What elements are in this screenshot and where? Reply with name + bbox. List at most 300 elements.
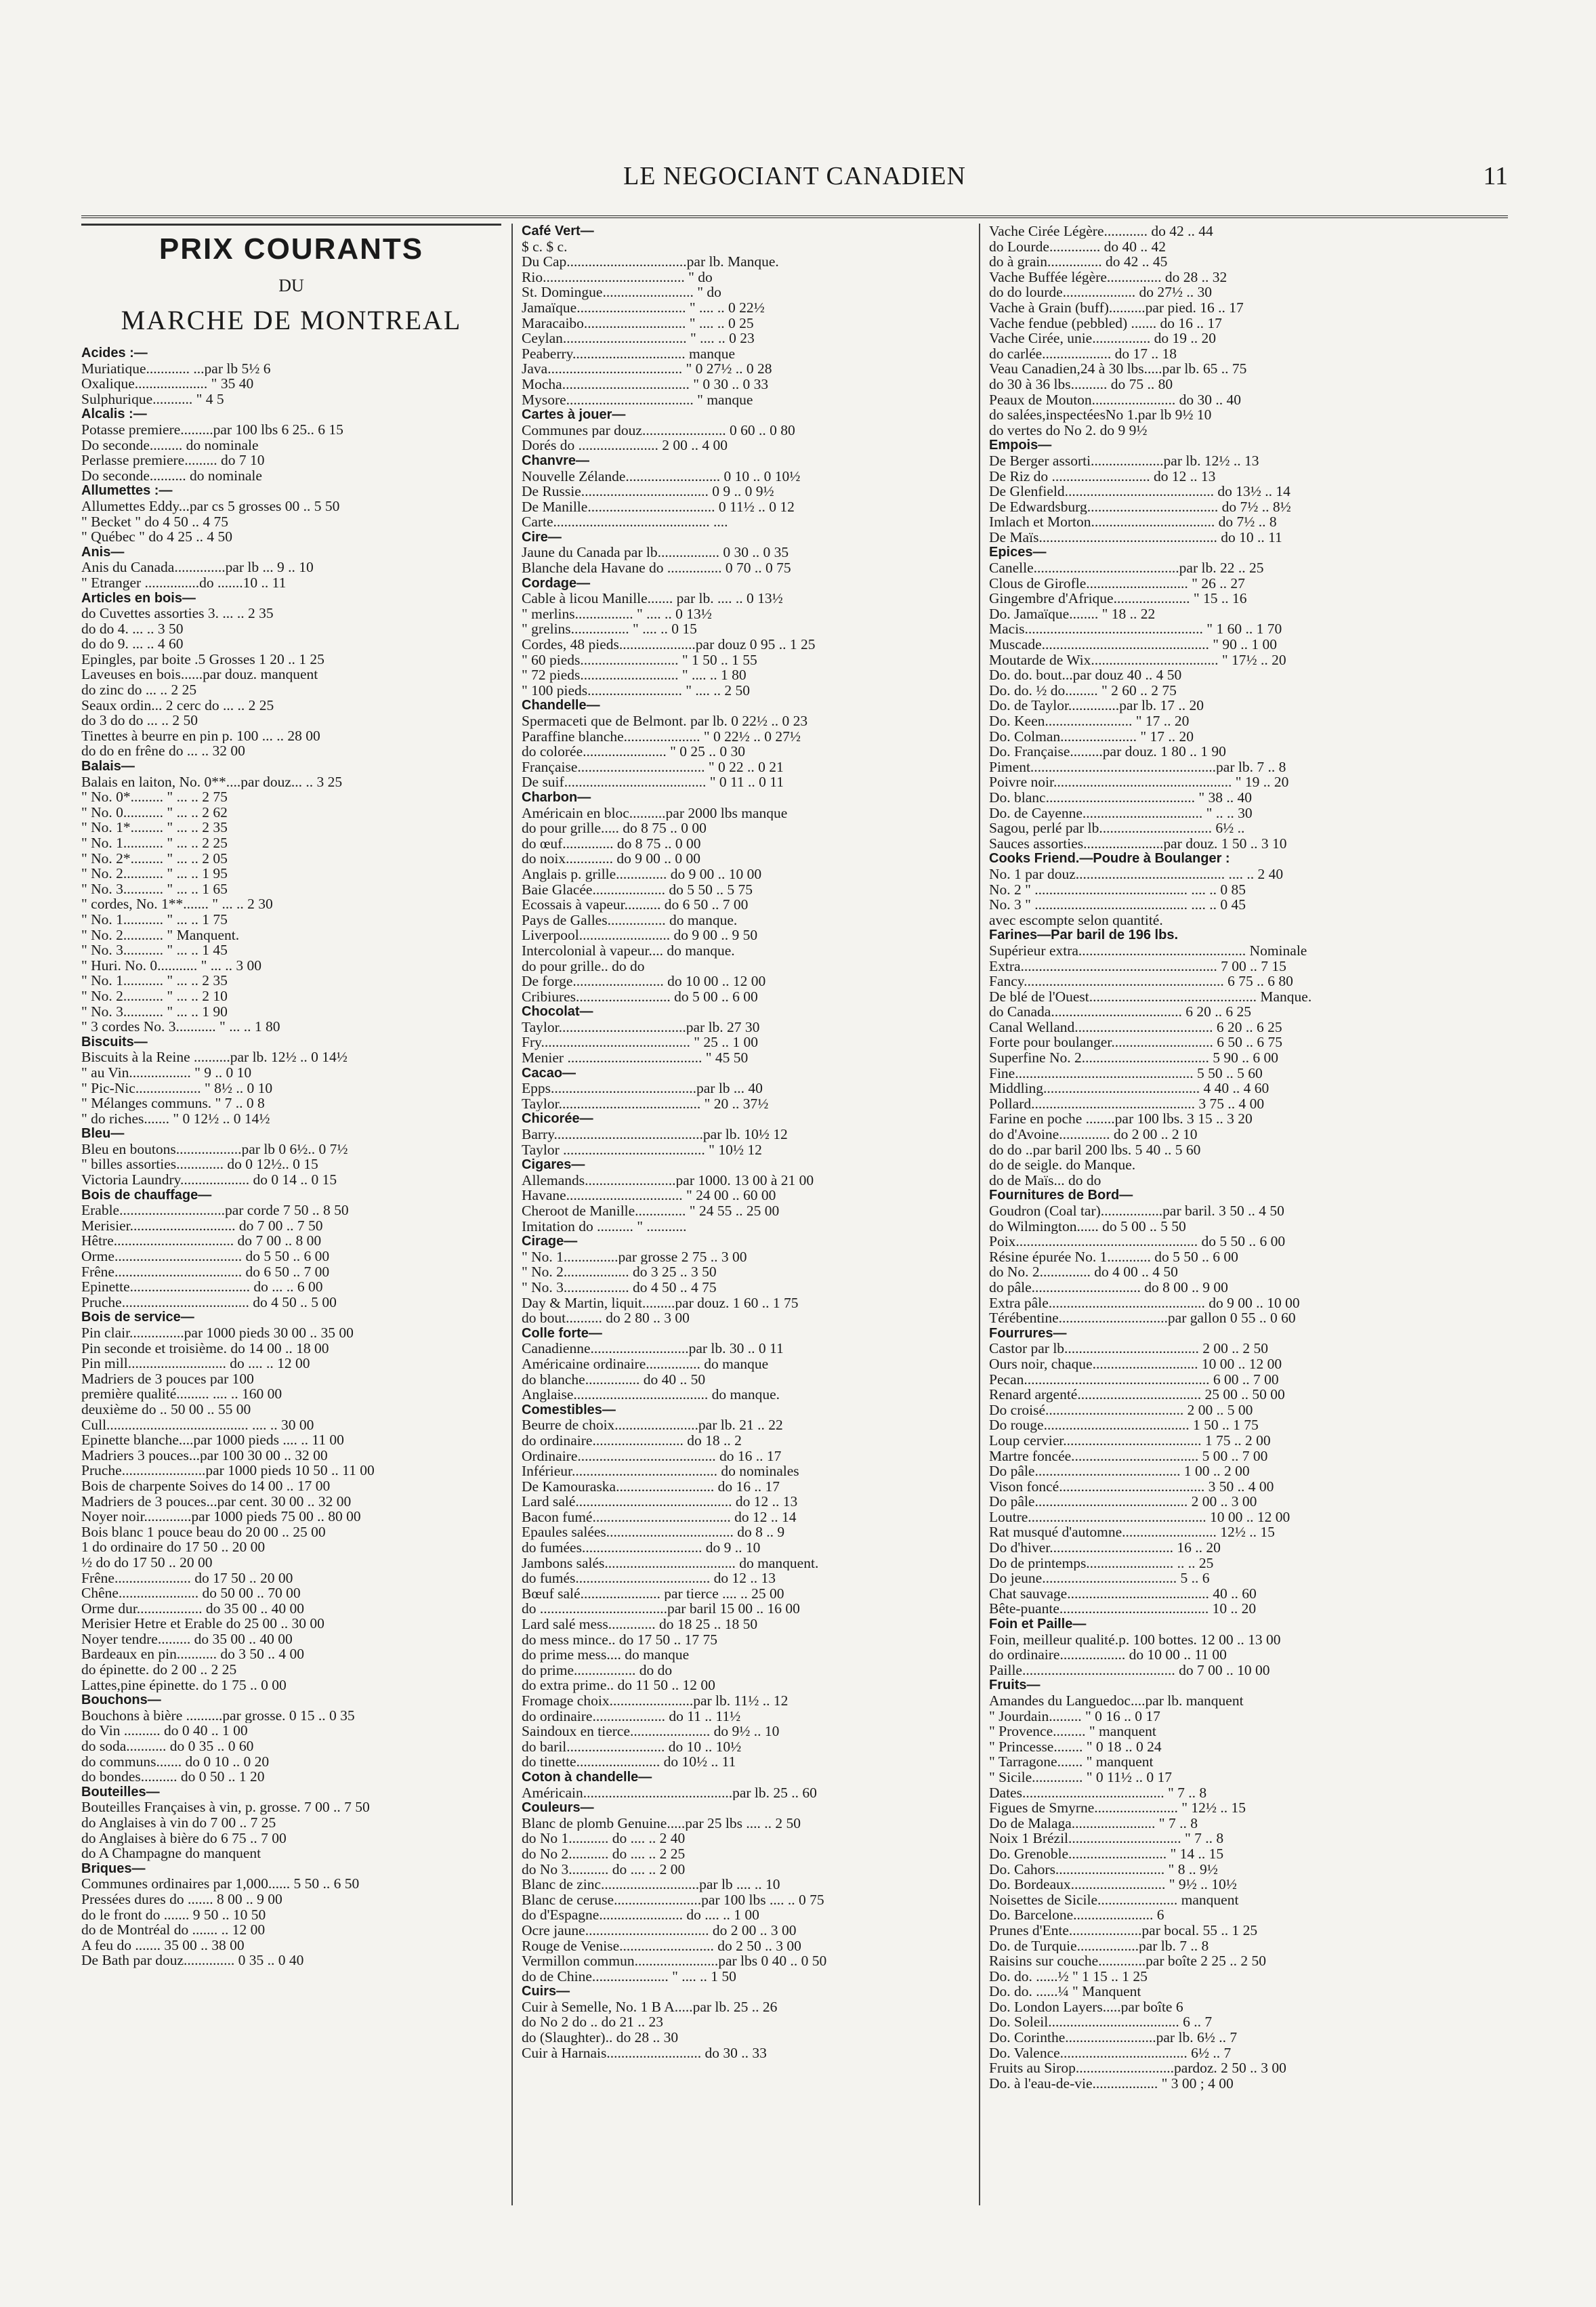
price-line: Figues de Smyrne....................... " 12½ .. 15 [989,1800,1246,1816]
price-line: do prime................. do do [522,1662,673,1678]
price-line: Ceylan.................................. " .... .. 0 23 [522,331,755,346]
price-line: Communes par douz....................... 0 60 .. 0 80 [522,422,795,438]
price-line: Américaine ordinaire............... do manque [522,1356,769,1372]
price-line: Bleu en boutons..................par lb 0 6½.. 0 7½ [81,1141,348,1157]
section-heading: Fournitures de Bord— [989,1188,1133,1203]
price-line: A feu do ....... 35 00 .. 38 00 [81,1937,245,1953]
price-line: Havane................................ " 24 00 .. 60 00 [522,1188,776,1203]
masthead-du: DU [278,276,304,295]
price-line: Moutarde de Wix................................... " 17½ .. 20 [989,652,1286,668]
price-line: Intercolonial à vapeur.... do manque. [522,942,735,959]
price-line: Prunes d'Ente....................par bocal. 55 .. 1 25 [989,1922,1258,1938]
masthead-subtitle: MARCHE DE MONTREAL [121,305,462,335]
price-line: " No. 0*......... " ... .. 2 75 [81,789,228,805]
price-line: " No. 1*......... " ... .. 2 35 [81,820,228,835]
price-line: Vison foncé........................................ 3 50 .. 4 00 [989,1478,1274,1495]
price-line: Frêne..................... do 17 50 .. 20 00 [81,1570,293,1586]
price-line: Erable.............................par corde 7 50 .. 8 50 [81,1203,349,1218]
price-line: Merisier............................. do 7 00 .. 7 50 [81,1218,323,1234]
price-line: do Vin .......... do 0 40 .. 1 00 [81,1723,248,1739]
section-heading: Cartes à jouer— [522,407,626,423]
price-line: Madriers 3 pouces...par 100 30 00 .. 32 00 [81,1447,328,1463]
section-heading: Chandelle— [522,698,600,713]
price-line: do d'Espagne....................... do .... .. 1 00 [522,1907,759,1923]
price-line: " No. 0........... " ... .. 2 62 [81,804,228,820]
price-line: 1 do ordinaire do 17 50 .. 20 00 [81,1539,266,1555]
price-line: Bois blanc 1 pouce beau do 20 00 .. 25 00 [81,1524,326,1540]
price-line: Carte........................................... .... [522,514,728,530]
price-line: do mess mince.. do 17 50 .. 17 75 [522,1631,718,1648]
price-line: Vermillon commun.......................par lbs 0 40 .. 0 50 [522,1953,827,1969]
price-line: Pruche.......................par 1000 pieds 10 50 .. 11 00 [81,1463,375,1478]
price-line: Loutre................................................. 10 00 .. 12 00 [989,1509,1290,1525]
price-line: Ecossais à vapeur.......... do 6 50 .. 7 00 [522,897,749,913]
price-line: " Mélanges communs. " 7 .. 0 8 [81,1096,265,1111]
price-line: do extra prime.. do 11 50 .. 12 00 [522,1678,715,1693]
price-line: " Sicile.............. " 0 11½ .. 0 17 [989,1769,1172,1785]
price-line: Américain.........................................par lb. 25 .. 60 [522,1785,817,1801]
price-line: Epinette blanche....par 1000 pieds .... .. 11 00 [81,1432,344,1448]
price-line: do le front do ....... 9 50 .. 10 50 [81,1907,266,1923]
price-line: Orme................................... do 5 50 .. 6 00 [81,1249,330,1264]
price-line: do noix............. do 9 00 .. 0 00 [522,851,700,867]
price-line: première qualité......... .... .. 160 00 [81,1386,282,1402]
price-line: Cuir à Semelle, No. 1 B A.....par lb. 25 .. 26 [522,1999,778,2015]
price-line: Amandes du Languedoc....par lb. manquent [989,1693,1244,1709]
price-line: Castor par lb..................................... 2 00 .. 2 50 [989,1341,1269,1356]
section-heading: Bois de chauffage— [81,1187,212,1203]
price-line: Loup cervier...................................... 1 75 .. 2 00 [989,1432,1271,1449]
page-header [81,161,1508,202]
price-line: deuxième do .. 50 00 .. 55 00 [81,1401,251,1417]
price-line: Day & Martin, liquit.........par douz. 1 60 .. 1 75 [522,1295,799,1311]
price-line: " 3 cordes No. 3........... " ... .. 1 80 [81,1019,280,1035]
price-line: De Edwardsburg.................................... do 7½ .. 8½ [989,499,1291,515]
price-line: " Pic-Nic.................. " 8½ .. 0 10 [81,1080,273,1096]
section-heading: Anis— [81,544,125,560]
price-line: Spermaceti que de Belmont. par lb. 0 22½ .. 0 23 [522,713,808,729]
price-line: " No. 2........... " ... .. 2 10 [81,988,228,1004]
price-column-2 [522,224,969,2205]
price-line: Chêne...................... do 50 00 .. 70 00 [81,1585,301,1601]
price-line: do épinette. do 2 00 .. 2 25 [81,1662,237,1678]
price-line: Peaux de Mouton....................... do 30 .. 40 [989,392,1242,408]
page-number: 11 [1483,162,1508,190]
price-line: " Tarragone....... " manquent [989,1754,1154,1770]
price-line: Martre foncée................................... 5 00 .. 7 00 [989,1448,1268,1464]
price-line: Imlach et Morton.................................. do 7½ .. 8 [989,514,1277,530]
price-line: " cordes, No. 1**....... " ... .. 2 30 [81,896,273,912]
section-heading: Cire— [522,529,562,545]
price-line: do soda........... do 0 35 .. 0 60 [81,1739,254,1754]
price-line: do d'Avoine.............. do 2 00 .. 2 10 [989,1127,1198,1142]
price-line: " No. 2*......... " ... .. 2 05 [81,850,228,867]
price-line: Do. Colman..................... " 17 .. 20 [989,728,1194,745]
price-line: Taylor ....................................... " 10½ 12 [522,1142,762,1158]
price-line: De Maïs................................................. do 10 .. 11 [989,529,1282,545]
price-line: Cull....................................... .... .. 30 00 [81,1417,314,1433]
price-line: " No. 1...............par grosse 2 75 .. 3 00 [522,1249,747,1265]
price-line: do de Montréal do ....... .. 12 00 [81,1922,266,1938]
price-line: do ...................................par baril 15 00 .. 16 00 [522,1601,800,1617]
price-line: do de Maïs... do do [989,1172,1101,1188]
price-line: Clous de Girofle............................ " 26 .. 27 [989,575,1245,591]
price-line: do colorée....................... " 0 25 .. 0 30 [522,744,746,760]
price-line: Do. Jamaïque........ " 18 .. 22 [989,606,1156,622]
price-line: Tinettes à beurre en pin p. 100 ... .. 28 00 [81,728,320,744]
price-line: Gingembre d'Afrique..................... " 15 .. 16 [989,591,1247,606]
price-line: Résine épurée No. 1............ do 5 50 .. 6 00 [989,1249,1238,1265]
price-line: Supérieur extra.............................................. Nominale [989,942,1307,959]
price-line: Lattes,pine épinette. do 1 75 .. 0 00 [81,1677,287,1693]
price-line: Epingles, par boite .5 Grosses 1 20 .. 1 25 [81,651,324,667]
price-line: Poix.................................................. do 5 50 .. 6 00 [989,1234,1286,1249]
price-line: Bois de charpente Soives do 14 00 .. 17 00 [81,1478,331,1494]
price-line: Rat musqué d'automne.......................... 12½ .. 15 [989,1524,1275,1541]
price-line: Beurre de choix.......................par lb. 21 .. 22 [522,1417,783,1433]
section-heading: Chanvre— [522,453,590,468]
section-heading: Empois— [989,438,1052,453]
section-heading: Farines—Par baril de 196 lbs. [989,928,1179,943]
price-line: Do. Valence................................... 6½ .. 7 [989,2045,1232,2061]
price-line: Canadienne...........................par lb. 30 .. 0 11 [522,1341,784,1356]
section-heading: Biscuits— [81,1034,148,1049]
price-line: Do pâle.......................................... 2 00 .. 3 00 [989,1494,1257,1510]
section-heading: Bois de service— [81,1310,194,1325]
price-line: do 3 do do ... .. 2 50 [81,713,198,728]
price-line: do communs....... do 0 10 .. 0 20 [81,1753,270,1770]
price-line: Sulphurique........... " 4 5 [81,391,224,407]
price-line: Java..................................... " 0 27½ .. 0 28 [522,361,772,377]
price-line: Cribiures.......................... do 5 00 .. 6 00 [522,989,758,1005]
price-line: De blé de l'Ouest.............................................. Manque. [989,989,1312,1005]
price-line: Do de printemps........................ .. .. 25 [989,1555,1214,1571]
price-line: " No. 1........... " ... .. 2 25 [81,835,228,851]
price-line: Madriers de 3 pouces par 100 [81,1371,254,1387]
price-line: do (Slaughter).. do 28 .. 30 [522,2030,679,2045]
price-line: Goudron (Coal tar).................par baril. 3 50 .. 4 50 [989,1203,1284,1219]
price-line: Dorés do ...................... 2 00 .. 4 00 [522,438,728,453]
price-line: " au Vin................. " 9 .. 0 10 [81,1064,252,1081]
price-line: No. 2 " .......................................... .... .. 0 85 [989,881,1246,898]
price-line: Vache Cirée Légère............ do 42 .. 44 [989,224,1213,239]
price-line: Imitation do .......... " ........... [522,1218,687,1234]
price-line: Anglais p. grille.............. do 9 00 .. 10 00 [522,866,762,882]
masthead [81,232,501,336]
price-line: do No 1........... do .... .. 2 40 [522,1831,686,1846]
price-line: Veau Canadien,24 à 30 lbs.....par lb. 65 .. 75 [989,361,1247,377]
price-line: Jambons salés.................................... do manquent. [522,1555,819,1571]
section-heading: Fourrures— [989,1325,1067,1341]
price-line: Nouvelle Zélande.......................... 0 10 .. 0 10½ [522,468,801,484]
price-line: " Becket " do 4 50 .. 4 75 [81,514,228,530]
price-line: Vache Buffée légère............... do 28 .. 32 [989,269,1227,285]
price-line: do de seigle. do Manque. [989,1157,1136,1173]
price-line: Noyer noir.............par 1000 pieds 75 00 .. 80 00 [81,1509,361,1524]
price-line: Extra pâle........................................... do 9 00 .. 10 00 [989,1295,1300,1311]
price-line: " do riches....... " 0 12½ .. 0 14½ [81,1110,270,1127]
section-heading: Briques— [81,1861,146,1876]
price-line: do baril........................... do 10 .. 10½ [522,1739,742,1755]
price-line: do vertes do No 2. do 9 9½ [989,422,1148,438]
price-line: Pressées dures do ....... 8 00 .. 9 00 [81,1891,282,1907]
price-line: do Canada.................................... 6 20 .. 6 25 [989,1004,1251,1020]
price-line: Do seconde......... do nominale [81,437,259,453]
price-line: Bouteilles Françaises à vin, p. grosse. 7 00 .. 7 50 [81,1800,370,1815]
section-heading: Comestibles— [522,1402,616,1417]
price-line: Lard salé........................................... do 12 .. 13 [522,1494,798,1510]
price-line: Farine en poche ........par 100 lbs. 3 15 .. 3 20 [989,1111,1253,1127]
section-heading: Cuirs— [522,1984,570,1999]
price-line: Do croisé...................................... 2 00 .. 5 00 [989,1402,1253,1418]
price-line: do prime mess.... do manque [522,1647,690,1663]
price-line: Do. à l'eau-de-vie.................. " 3 00 ; 4 00 [989,2075,1234,2092]
price-line: Do. de Taylor..............par lb. 17 .. 20 [989,698,1204,713]
price-line: Fancy....................................................... 6 75 .. 6 80 [989,974,1293,989]
price-line: Pin mill........................... do .... .. 12 00 [81,1356,310,1371]
section-heading: Bouchons— [81,1692,161,1708]
price-line: " Princesse........ " 0 18 .. 0 24 [989,1739,1162,1755]
price-line: do blanche............... do 40 .. 50 [522,1371,706,1388]
price-line: Maracaibo............................ " .... .. 0 25 [522,315,754,331]
price-line: avec escompte selon quantité. [989,912,1163,928]
price-line: Menier ..................................... " 45 50 [522,1050,749,1066]
section-heading: Chicorée— [522,1111,593,1127]
price-line: do de Chine..................... " .... .. 1 50 [522,1968,736,1984]
price-line: Frêne................................... do 6 50 .. 7 00 [81,1264,330,1280]
price-line: ½ do do 17 50 .. 20 00 [81,1554,213,1571]
price-line: Do. do. ½ do......... " 2 60 .. 2 75 [989,682,1177,699]
price-line: Fine................................................. 5 50 .. 5 60 [989,1065,1263,1081]
price-line: Sagou, perlé par lb............................... 6½ .. [989,820,1245,836]
price-line: do Lourde.............. do 40 .. 42 [989,238,1166,255]
section-heading: Articles en bois— [81,590,196,606]
price-line: Do. do. ......½ " 1 15 .. 1 25 [989,1968,1148,1984]
price-line: Vache Cirée, unie................ do 19 .. 20 [989,331,1216,346]
price-line: Paille.......................................... do 7 00 .. 10 00 [989,1662,1270,1678]
section-heading: Cordage— [522,575,591,591]
price-line: Ocre jaune.................................. do 2 00 .. 3 00 [522,1922,797,1938]
price-line: Allemands.........................par 1000. 13 00 à 21 00 [522,1172,814,1188]
price-line: Pin seconde et troisième. do 14 00 .. 18 00 [81,1340,329,1356]
price-line: Communes ordinaires par 1,000...... 5 50 .. 6 50 [81,1876,360,1892]
price-line: Renard argenté.................................. 25 00 .. 50 00 [989,1387,1285,1402]
price-line: Do. Barcelone...................... 6 [989,1907,1164,1923]
price-line: " grelins................ " .... .. 0 15 [522,621,697,638]
price-line: " Etranger ...............do .......10 .. 11 [81,575,287,591]
price-line: Do. Française.........par douz. 1 80 .. 1 90 [989,744,1226,760]
price-line: do zinc do ... .. 2 25 [81,682,197,698]
price-line: Muscade.............................................. " 90 .. 1 00 [989,637,1278,652]
price-line: Blanc de plomb Genuine.....par 25 lbs .... .. 2 50 [522,1815,801,1831]
section-heading: Fruits— [989,1678,1041,1693]
price-line: do do lourde.................... do 27½ .. 30 [989,285,1213,300]
price-line: Epinette................................. do ... .. 6 00 [81,1279,323,1295]
price-line: Pecan................................................... 6 00 .. 7 00 [989,1371,1279,1388]
price-line: Raisins sur couche.............par boîte 2 25 .. 2 50 [989,1953,1267,1969]
price-line: Vache à Grain (buff)..........par pied. 16 .. 17 [989,299,1244,316]
price-line: No. 1 par douz......................................... .... .. 2 40 [989,866,1284,882]
price-line: Cheroot de Manille.............. " 24 55 .. 25 00 [522,1203,780,1219]
price-line: do salées,inspectéesNo 1.par lb 9½ 10 [989,407,1212,423]
price-line: Do. Cahors.............................. " 8 .. 9½ [989,1861,1218,1877]
price-line: Du Cap.................................par lb. Manque. [522,254,779,270]
price-line: Cuir à Harnais.......................... do 30 .. 33 [522,2045,767,2061]
price-line: do do ..par baril 200 lbs. 5 40 .. 5 60 [989,1142,1201,1158]
price-line: Noyer tendre......... do 35 00 .. 40 00 [81,1631,293,1647]
price-line: Pays de Galles................ do manque. [522,912,738,928]
price-line: Bouchons à bière ..........par grosse. 0 15 .. 0 35 [81,1707,355,1724]
price-line: Do. London Layers.....par boîte 6 [989,1999,1183,2015]
price-line: Barry.........................................par lb. 10½ 12 [522,1127,788,1142]
price-line: Do. Grenoble........................... " 14 .. 15 [989,1846,1224,1862]
price-line: do bondes.......... do 0 50 .. 1 20 [81,1769,265,1785]
price-line: Do. Keen........................ " 17 .. 20 [989,713,1190,729]
price-line: " Québec " do 4 25 .. 4 50 [81,529,232,545]
section-heading: Cooks Friend.—Poudre à Boulanger : [989,851,1230,867]
price-line: Do. de Turquie.................par lb. 7 .. 8 [989,1938,1209,1954]
price-line: Jaune du Canada par lb................. 0 30 .. 0 35 [522,545,789,561]
price-line: " No. 3........... " ... .. 1 45 [81,942,228,958]
price-line: Pruche................................... do 4 50 .. 5 00 [81,1294,337,1310]
price-line: Muriatique............ ...par lb 5½ 6 [81,360,271,377]
price-line: " No. 2........... " Manquent. [81,927,240,943]
column-divider [979,224,980,2205]
price-line: Cable à licou Manille....... par lb. .... .. 0 13½ [522,591,783,606]
section-heading: Acides :— [81,346,148,360]
section-heading: Alcalis :— [81,407,147,422]
price-column-1 [81,224,501,2205]
price-line: Peaberry............................... manque [522,346,736,362]
section-heading: Chocolat— [522,1004,593,1020]
price-line: do à grain............... do 42 .. 45 [989,254,1168,270]
section-heading: Colle forte— [522,1325,602,1341]
price-line: Do d'hiver.................................. 16 .. 20 [989,1540,1221,1556]
price-line: Do jeune..................................... 5 .. 6 [989,1571,1210,1586]
price-line: De Riz do ........................... do 12 .. 13 [989,468,1216,484]
price-line: " 72 pieds........................... " .... .. 1 80 [522,667,747,683]
column-top-rule [81,224,501,226]
price-line: Seaux ordin... 2 cerc do ... .. 2 25 [81,697,274,713]
price-line: Anis du Canada..............par lb ... 9 .. 10 [81,560,314,575]
section-heading: Foin et Paille— [989,1617,1087,1632]
price-line: " merlins................ " .... .. 0 13½ [522,606,712,622]
price-line: Sauces assorties......................par douz. 1 50 .. 3 10 [989,835,1287,852]
price-line: De Berger assorti....................par lb. 12½ .. 13 [989,453,1259,469]
price-line: Bardeaux en pin........... do 3 50 .. 4 00 [81,1646,305,1663]
price-line: Mocha................................... " 0 30 .. 0 33 [522,376,769,392]
price-list [81,346,501,1968]
price-line: " Huri. No. 0........... " ... .. 3 00 [81,957,261,974]
price-line: do pour grille.. do do [522,958,645,974]
price-line: Laveuses en bois......par douz. manquent [81,667,318,683]
price-line: Macis................................................. " 1 60 .. 1 70 [989,621,1282,638]
price-line: " No. 3........... " ... .. 1 90 [81,1003,228,1020]
price-line: do Wilmington...... do 5 00 .. 5 50 [989,1218,1186,1234]
price-line: Do. blanc......................................... " 38 .. 40 [989,789,1252,806]
price-line: Superfine No. 2................................... 5 90 .. 6 00 [989,1050,1278,1066]
price-line: Fry......................................... " 25 .. 1 00 [522,1035,758,1051]
price-line: Blanche dela Havane do ............... 0 70 .. 0 75 [522,560,791,576]
price-line: Poivre noir................................................. " 19 .. 20 [989,774,1289,790]
price-line: Noisettes de Sicile...................... manquent [989,1892,1239,1908]
section-heading: Cirage— [522,1234,578,1249]
section-heading: Epices— [989,545,1047,560]
price-line: Vache fendue (pebbled) ....... do 16 .. 17 [989,315,1222,331]
price-line: Jamaïque.............................. " .... .. 0 22½ [522,299,765,316]
price-line: Canelle........................................par lb. 22 .. 25 [989,560,1264,576]
price-line: Chat sauvage....................................... 40 .. 60 [989,1585,1257,1602]
section-heading: Charbon— [522,789,591,805]
price-line: De Glenfield......................................... do 13½ .. 14 [989,484,1290,499]
price-line: do Anglaises à bière do 6 75 .. 7 00 [81,1830,287,1846]
price-line: do Cuvettes assorties 3. ... .. 2 35 [81,606,274,621]
price-line: De Russie................................... 0 9 .. 0 9½ [522,484,774,499]
section-heading: Bleu— [81,1126,125,1142]
price-line: Do. do. bout...par douz 40 .. 4 50 [989,667,1182,683]
price-line: do do en frêne do ... .. 32 00 [81,743,245,760]
price-line: do No. 2.............. do 4 00 .. 4 50 [989,1264,1178,1280]
price-line: Blanc de zinc...........................par lb .... .. 10 [522,1877,780,1892]
section-heading: Cigares— [522,1157,585,1173]
price-line: " 60 pieds........................... " 1 50 .. 1 55 [522,652,757,668]
price-line: Merisier Hetre et Erable do 25 00 .. 30 00 [81,1616,324,1631]
price-line: do bout.......... do 2 80 .. 3 00 [522,1310,690,1326]
price-line: " 100 pieds.......................... " .... .. 2 50 [522,682,751,699]
price-line: Rouge de Venise.......................... do 2 50 .. 3 00 [522,1938,801,1954]
price-line: Ordinaire...................................... do 16 .. 17 [522,1448,782,1464]
price-line: Bacon fumé...................................... do 12 .. 14 [522,1509,797,1525]
price-line: do Anglaises à vin do 7 00 .. 7 25 [81,1815,276,1831]
price-line: Lard salé mess............. do 18 25 .. 18 50 [522,1617,758,1632]
price-line: Rio....................................... " do [522,269,713,285]
price-list [522,224,969,2060]
price-line: Taylor....................................... " 20 .. 37½ [522,1096,769,1112]
price-line: Madriers de 3 pouces...par cent. 30 00 .. 32 00 [81,1493,352,1510]
price-line: Extra...................................................... 7 00 .. 7 15 [989,958,1286,974]
price-line: De Manille................................... 0 11½ .. 0 12 [522,499,795,515]
price-line: " No. 1........... " ... .. 1 75 [81,911,228,928]
price-line: Do. do. ......¼ " Manquent [989,1984,1141,1999]
price-line: Bœuf salé...................... par tierce .... .. 25 00 [522,1585,784,1602]
price-line: De Kamouraska........................... do 16 .. 17 [522,1478,780,1495]
price-line: Noix 1 Brézil............................... " 7 .. 8 [989,1831,1224,1846]
price-line: Epaules salées................................... do 8 .. 9 [522,1524,785,1541]
price-line: Do seconde.......... do nominale [81,467,262,484]
price-line: Piment...................................................par lb. 7 .. 8 [989,759,1286,775]
price-line: do A Champagne do manquent [81,1846,261,1861]
price-line: " No. 2........... " ... .. 1 95 [81,866,228,881]
price-line: De Bath par douz.............. 0 35 .. 0 40 [81,1953,304,1968]
price-line: do carlée................... do 17 .. 18 [989,346,1177,362]
price-line: Ours noir, chaque............................. 10 00 .. 12 00 [989,1356,1282,1372]
price-line: Baie Glacée.................... do 5 50 .. 5 75 [522,881,753,898]
price-line: Anglaise..................................... do manque. [522,1387,780,1402]
section-heading: Bouteilles— [81,1784,160,1800]
price-line: Inférieur........................................ do nominales [522,1463,799,1479]
price-line: do ordinaire......................... do 18 .. 2 [522,1432,742,1449]
price-line: do ordinaire.................... do 11 .. 11½ [522,1708,741,1724]
section-heading: Café Vert— [522,224,594,238]
price-line: Taylor...................................par lb. 27 30 [522,1019,760,1035]
section-heading: Allumettes :— [81,483,173,499]
price-line: Canal Welland...................................... 6 20 .. 6 25 [989,1019,1282,1035]
price-line: Blanc de ceruse........................par 100 lbs .... .. 0 75 [522,1892,824,1908]
price-line: Liverpool......................... do 9 00 .. 9 50 [522,928,758,943]
price-line: Potasse premiere.........par 100 lbs 6 25.. 6 15 [81,421,343,438]
price-line: $ c. $ c. [522,238,568,255]
price-line: De suif....................................... " 0 11 .. 0 11 [522,774,784,790]
